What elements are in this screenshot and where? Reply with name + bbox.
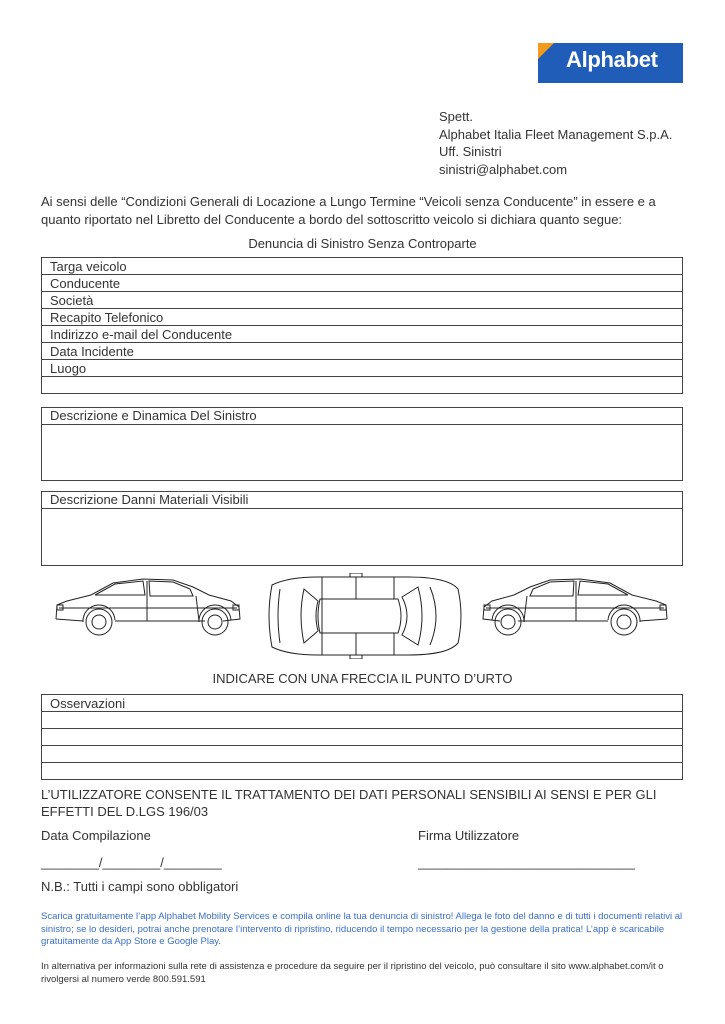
dinamica-box[interactable]: [41, 407, 683, 481]
logo-fold-icon: [538, 43, 554, 59]
danni-label: Descrizione Danni Materiali Visibili: [42, 492, 682, 509]
osservazioni-label[interactable]: Osservazioni: [42, 695, 683, 712]
osservazioni-line[interactable]: [42, 712, 683, 729]
car-top-diagram[interactable]: [258, 573, 466, 659]
signature-line[interactable]: ______________________________: [418, 855, 635, 870]
address-line: Uff. Sinistri: [439, 144, 502, 159]
field-email[interactable]: Indirizzo e-mail del Conducente: [42, 326, 683, 343]
osservazioni-line[interactable]: [42, 729, 683, 746]
field-societa[interactable]: Società: [42, 292, 683, 309]
danni-box[interactable]: [41, 491, 683, 566]
address-email: sinistri@alphabet.com: [439, 161, 568, 177]
impact-instruction: INDICARE CON UNA FRECCIA IL PUNTO D’URTO: [212, 671, 513, 686]
logo-text: Alphabet: [566, 47, 658, 72]
intro-paragraph: Ai sensi delle “Condizioni Generali di Locazione a Lungo Termine “Veicoli senza Conducente” in essere e a quanto riportato nel Libretto del Conducente a bordo del sottoscritto veicolo si dichiara quanto segue:: [41, 194, 656, 227]
firma-label: Firma Utilizzatore: [418, 828, 520, 843]
car-side-left-diagram[interactable]: [53, 575, 243, 640]
form-title: Denuncia di Sinistro Senza Controparte: [248, 236, 477, 251]
osservazioni-line[interactable]: [42, 763, 683, 780]
consent-text: L’UTILIZZATORE CONSENTE IL TRATTAMENTO DEI DATI PERSONALI SENSIBILI AI SENSI E PER GLI EFFETTI DEL D.LGS 196/03: [41, 787, 657, 819]
field-data-incidente[interactable]: Data Incidente: [42, 343, 683, 360]
car-side-right-diagram[interactable]: [480, 575, 670, 640]
field-targa[interactable]: Targa veicolo: [42, 258, 683, 275]
nb-note: N.B.: Tutti i campi sono obbligatori: [41, 879, 239, 894]
alphabet-logo: [538, 43, 683, 83]
data-compilazione-label: Data Compilazione: [41, 828, 151, 843]
address-line: Spett.: [439, 109, 473, 124]
osservazioni-table: [41, 694, 683, 780]
field-recapito[interactable]: Recapito Telefonico: [42, 309, 683, 326]
address-line: Alphabet Italia Fleet Management S.p.A.: [439, 126, 673, 142]
field-conducente[interactable]: Conducente: [42, 275, 683, 292]
date-input-line[interactable]: ________/________/________: [41, 855, 222, 870]
field-luogo[interactable]: Luogo: [42, 360, 683, 377]
field-luogo-extra[interactable]: [42, 377, 683, 394]
dinamica-label: Descrizione e Dinamica Del Sinistro: [42, 408, 682, 425]
osservazioni-line[interactable]: [42, 746, 683, 763]
recipient-address: [439, 108, 672, 178]
vehicle-info-table: [41, 257, 683, 394]
app-promo-note: Scarica gratuitamente l’app Alphabet Mobility Services e compila online la tua denuncia di sinistro! Allega le foto del danno e di tutti i documenti relativi al sinistro; se lo desideri, potrai anche prenotare l’intervento di ripristino, riducendo il tempo necessario per la gestione della pratica! L’app è scaricabile gratuitamente da App Store e Google Play.: [41, 911, 683, 947]
footer-note: In alternativa per informazioni sulla rete di assistenza e procedure da seguire per il ripristino del veicolo, può consultare il sito www.alphabet.com/it o rivolgersi al numero verde 800.591.591: [41, 961, 664, 985]
